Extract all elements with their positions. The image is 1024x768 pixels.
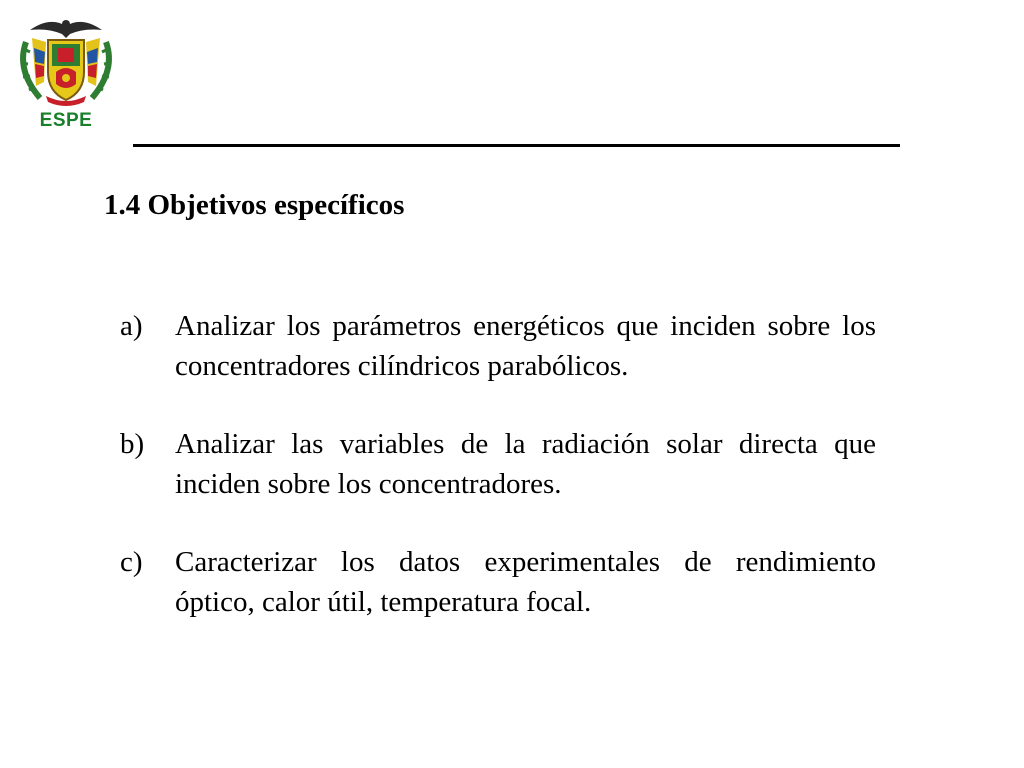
- slide-title: 1.4 Objetivos específicos: [104, 189, 405, 221]
- objective-item: [120, 306, 876, 386]
- crest-emblem-icon: [10, 12, 122, 112]
- objectives-list: [120, 306, 876, 660]
- header-rule: [133, 144, 900, 147]
- objective-text: Caracterizar los datos experimentales de rendimiento óptico, calor útil, temperatura focal.: [175, 546, 876, 618]
- objective-item: [120, 542, 876, 622]
- espe-logo: [10, 12, 122, 134]
- objective-item: [120, 424, 876, 504]
- objective-marker: a): [120, 310, 143, 342]
- objective-marker: b): [120, 428, 145, 460]
- objective-text: Analizar los parámetros energéticos que inciden sobre los concentradores cilíndricos parabólicos.: [175, 310, 876, 382]
- objective-text: Analizar las variables de la radiación solar directa que inciden sobre los concentradores.: [175, 428, 876, 500]
- logo-text: ESPE: [39, 110, 93, 131]
- objective-marker: c): [120, 546, 143, 578]
